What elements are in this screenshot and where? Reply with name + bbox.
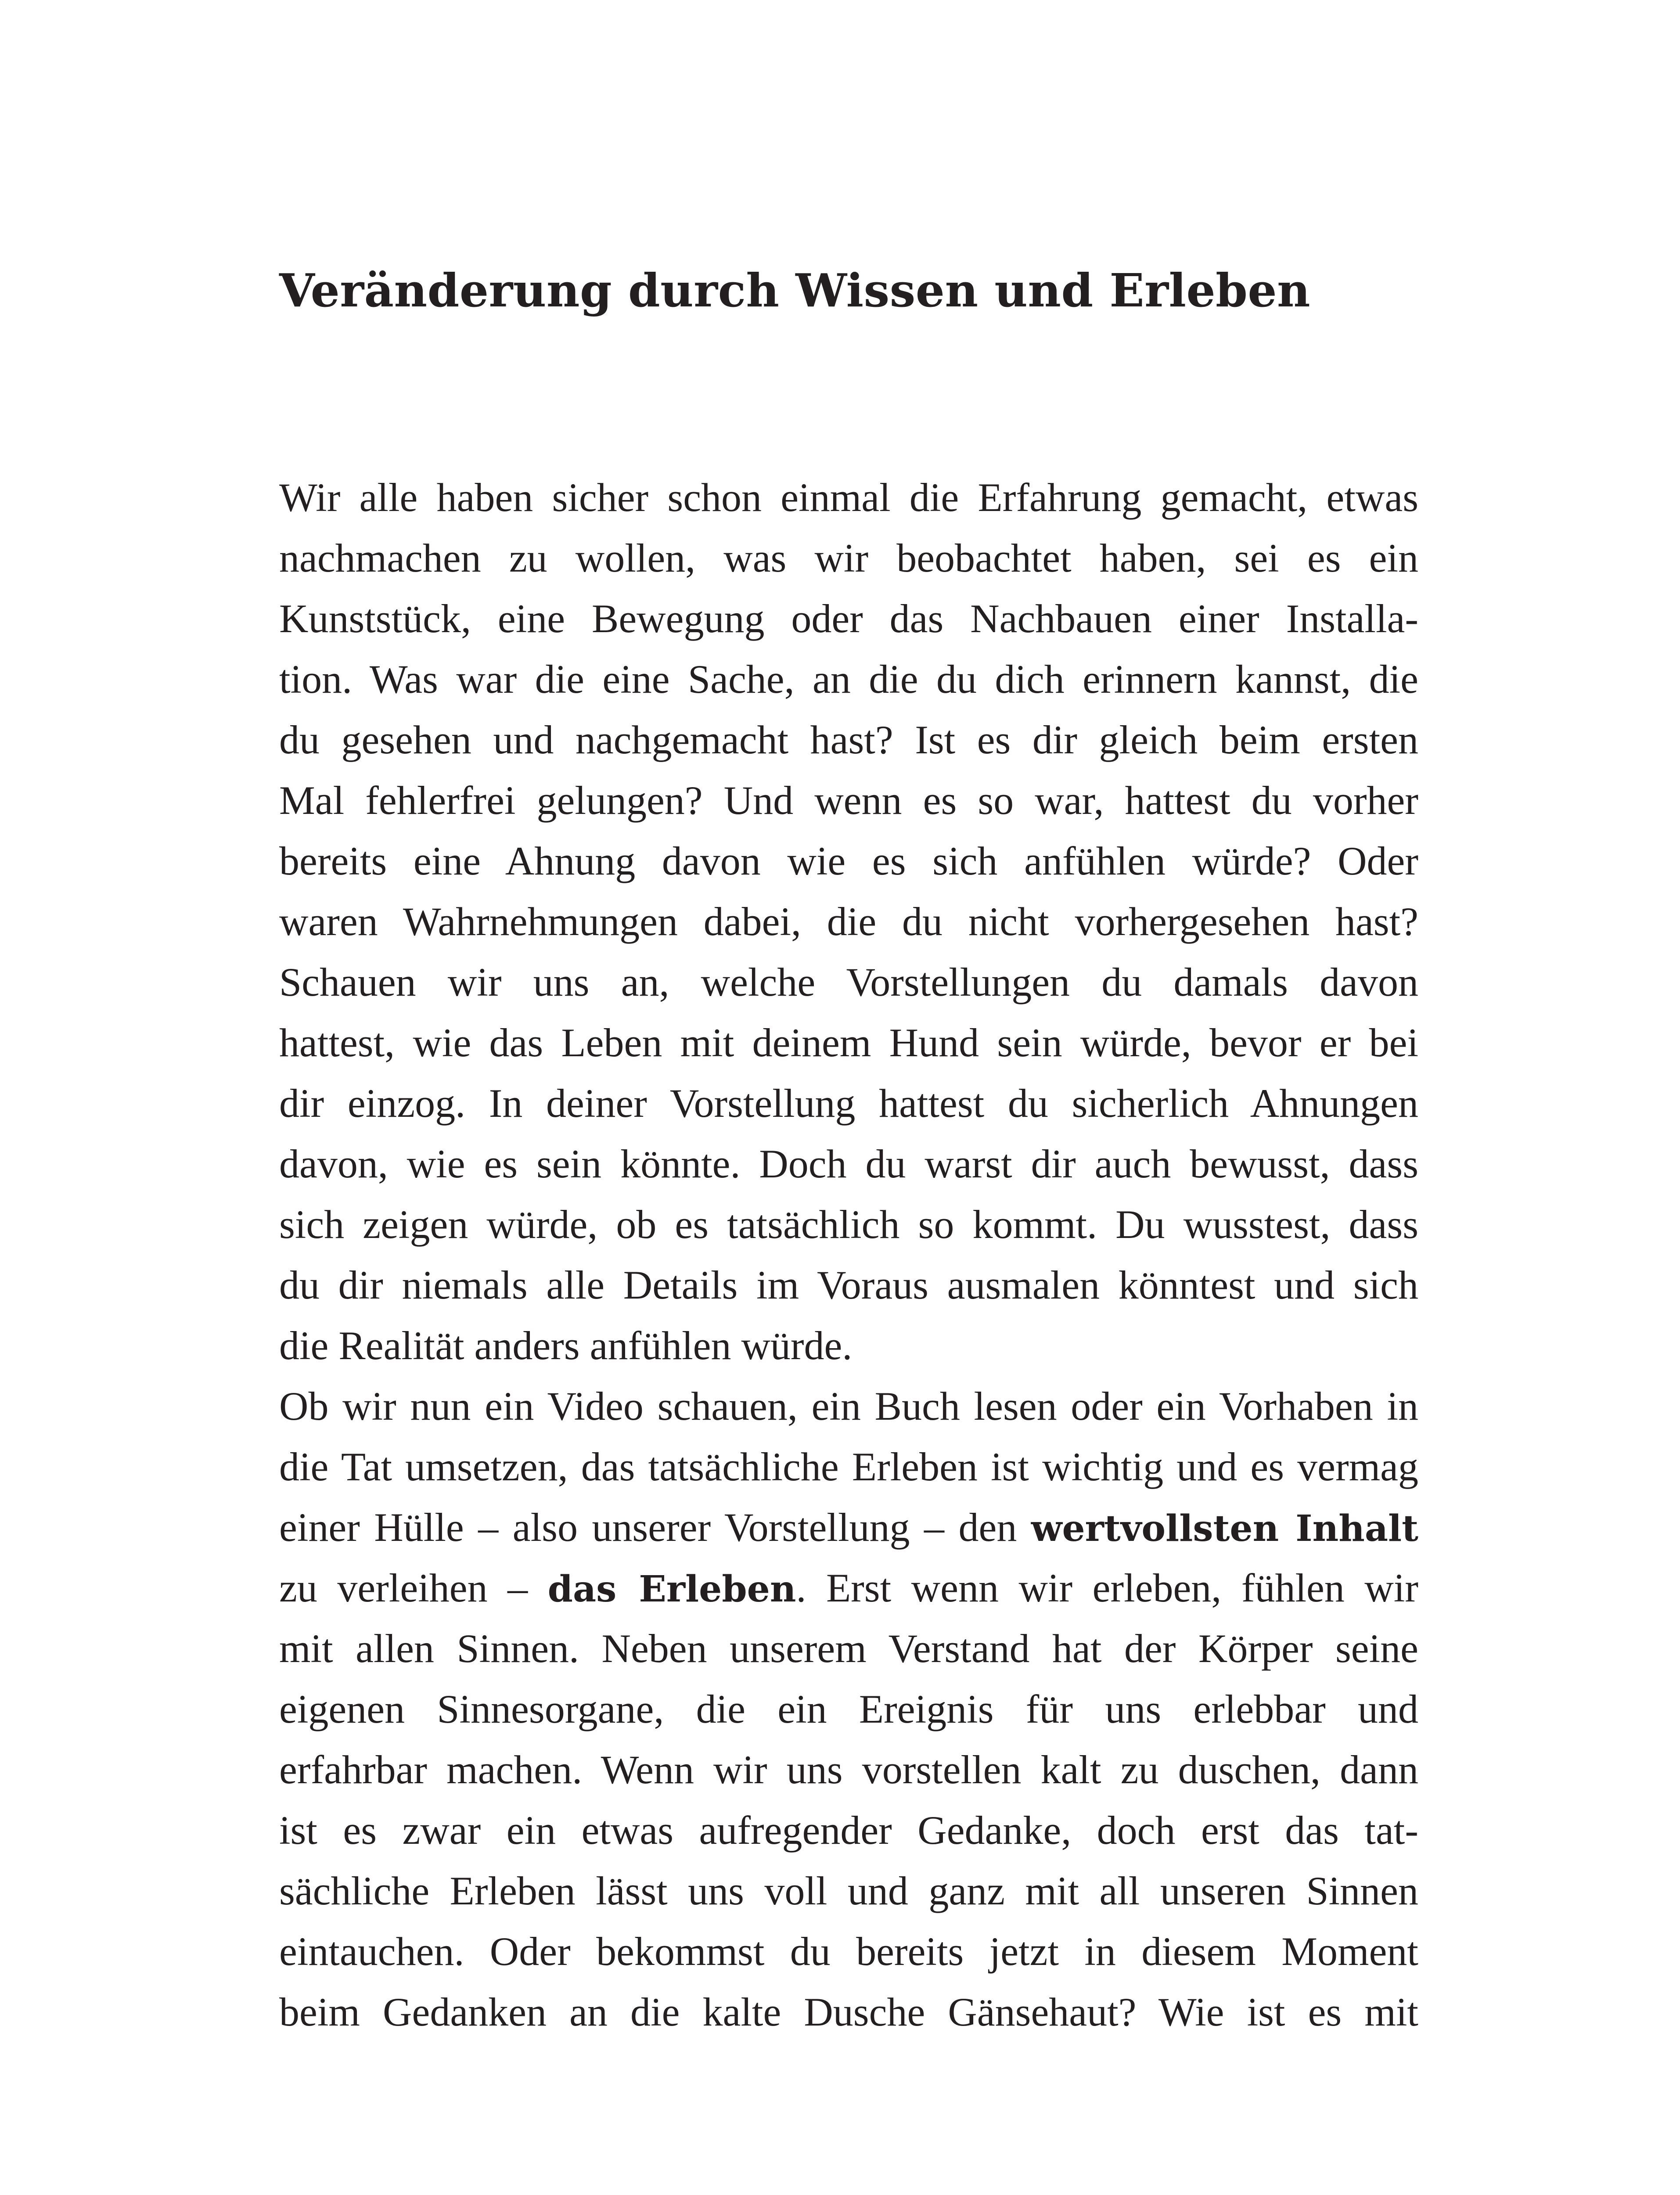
- chapter-title: Veränderung durch Wissen und Erleben: [279, 263, 1311, 317]
- text-line: Kunststück, eine Bewegung oder das Nachbauen einer Installa-: [279, 596, 1418, 641]
- text-run: einer Hülle – also unserer Vorstellung – den: [279, 1505, 1031, 1550]
- text-line: die Realität anders anfühlen würde.: [279, 1323, 853, 1368]
- text-line: beim Gedanken an die kalte Dusche Gänsehaut? Wie ist es mit: [279, 1990, 1418, 2034]
- text-line: ist es zwar ein etwas aufregender Gedanke, doch erst das tat-: [279, 1808, 1418, 1853]
- text-line: du dir niemals alle Details im Voraus ausmalen könntest und sich: [279, 1263, 1418, 1307]
- text-line: du gesehen und nachgemacht hast? Ist es dir gleich beim ersten: [279, 717, 1418, 762]
- text-line: Ob wir nun ein Video schauen, ein Buch lesen oder ein Vorhaben in: [279, 1384, 1418, 1429]
- text-line: sich zeigen würde, ob es tatsächlich so kommt. Du wusstest, dass: [279, 1202, 1418, 1247]
- text-line: waren Wahrnehmungen dabei, die du nicht vorhergesehen hast?: [279, 899, 1418, 944]
- body-text: [279, 467, 1418, 2042]
- text-run: . Erst wenn wir erleben, fühlen wir: [796, 1565, 1418, 1610]
- text-run: zu verleihen –: [279, 1565, 548, 1610]
- text-line: Wir alle haben sicher schon einmal die Erfahrung gemacht, etwas: [279, 475, 1418, 520]
- text-line: Schauen wir uns an, welche Vorstellungen du damals davon: [279, 960, 1418, 1004]
- text-line: Mal fehlerfrei gelungen? Und wenn es so war, hattest du vorher: [279, 778, 1418, 823]
- text-line: dir einzog. In deiner Vorstellung hattest du sicherlich Ahnungen: [279, 1081, 1418, 1126]
- text-line: [279, 1497, 1418, 1558]
- text-line: sächliche Erleben lässt uns voll und ganz mit all unseren Sinnen: [279, 1868, 1418, 1913]
- text-line: erfahrbar machen. Wenn wir uns vorstellen kalt zu duschen, dann: [279, 1747, 1418, 1792]
- text-line: nachmachen zu wollen, was wir beobachtet haben, sei es ein: [279, 536, 1418, 580]
- text-line: bereits eine Ahnung davon wie es sich anfühlen würde? Oder: [279, 838, 1418, 883]
- text-line: die Tat umsetzen, das tatsächliche Erleben ist wichtig und es vermag: [279, 1444, 1418, 1489]
- text-line: eigenen Sinnesorgane, die ein Ereignis für uns erlebbar und: [279, 1687, 1418, 1731]
- text-line: tion. Was war die eine Sache, an die du dich erinnern kannst, die: [279, 657, 1418, 702]
- text-line: eintauchen. Oder bekommst du bereits jetzt in diesem Moment: [279, 1929, 1418, 1974]
- text-line: hattest, wie das Leben mit deinem Hund sein würde, bevor er bei: [279, 1020, 1418, 1065]
- text-line: [279, 1558, 1418, 1618]
- text-line: mit allen Sinnen. Neben unserem Verstand hat der Körper seine: [279, 1626, 1418, 1671]
- emphasis-das-erleben: das Erleben: [547, 1568, 796, 1610]
- emphasis-wertvollster-inhalt: wertvollsten Inhalt: [1031, 1508, 1418, 1550]
- text-line: davon, wie es sein könnte. Doch du warst dir auch bewusst, dass: [279, 1141, 1418, 1186]
